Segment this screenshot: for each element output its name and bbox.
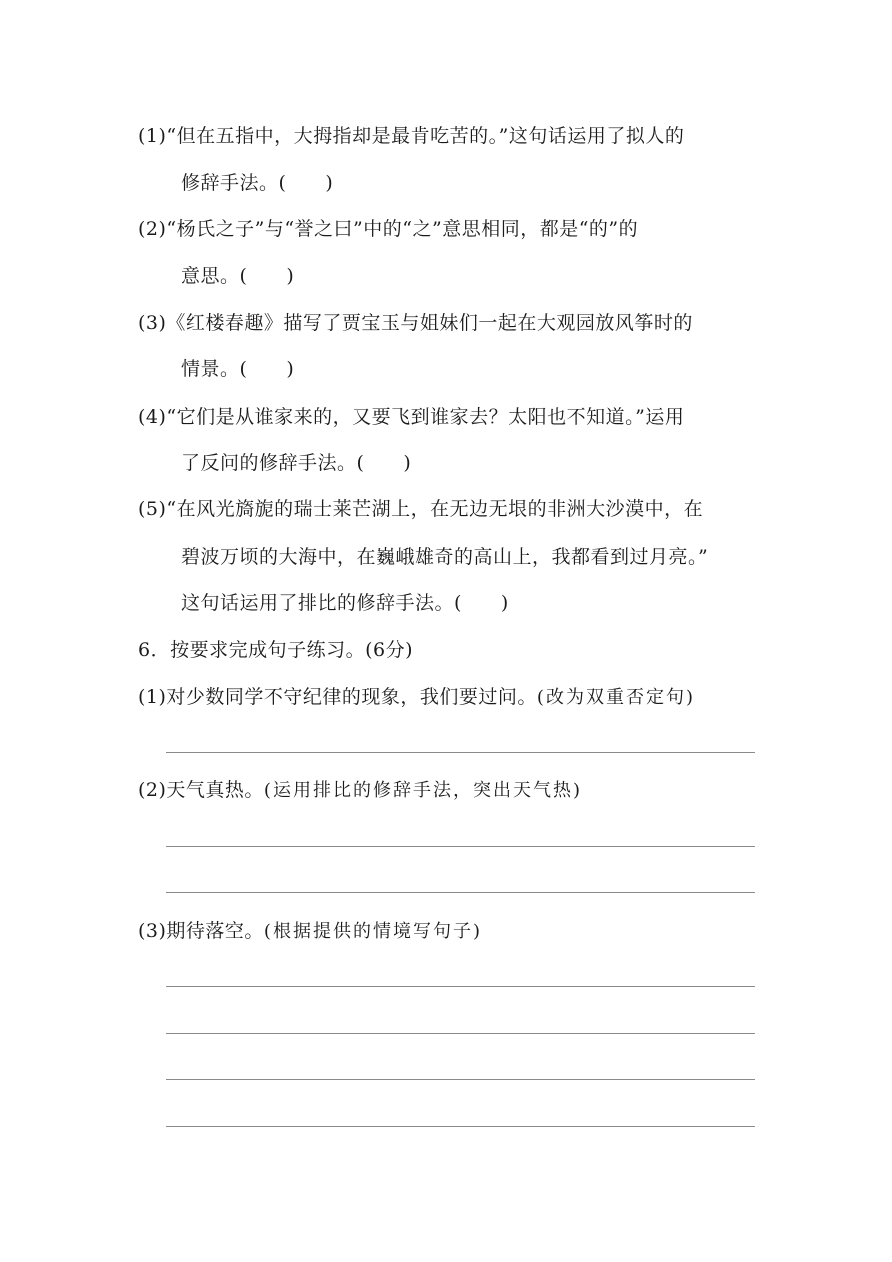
answer-line-2a[interactable]: [166, 846, 755, 847]
sentence-task-2: [138, 778, 582, 803]
sentence-task-2-hint: (运用排比的修辞手法，突出天气热): [263, 780, 582, 801]
tf-item-5-line-1: (5)“在风光旖旎的瑞士莱芒湖上，在无边无垠的非洲大沙漠中，在: [138, 498, 704, 520]
tf-item-4-line-1: (4)“它们是从谁家来的，又要飞到谁家去？太阳也不知道。”运用: [138, 406, 685, 428]
sentence-task-3: [138, 919, 482, 944]
tf-item-3-line-2: 情景。( ): [181, 358, 295, 380]
answer-line-3a[interactable]: [166, 986, 755, 987]
sentence-task-3-prompt: (3)期待落空。: [138, 920, 264, 942]
tf-item-1-line-1: (1)“但在五指中，大拇指却是最肯吃苦的。”这句话运用了拟人的: [138, 125, 685, 147]
sentence-task-1-prompt: (1)对少数同学不守纪律的现象，我们要过问。: [138, 686, 537, 708]
tf-item-5-line-3: 这句话运用了排比的修辞手法。( ): [181, 592, 509, 614]
answer-line-3c[interactable]: [166, 1079, 755, 1080]
answer-line-1[interactable]: [166, 752, 755, 753]
sentence-task-3-hint: (根据提供的情境写句子): [263, 921, 482, 942]
sentence-task-2-prompt: (2)天气真热。: [138, 779, 264, 801]
tf-item-2-line-2: 意思。( ): [181, 265, 295, 287]
sentence-task-1: [138, 685, 695, 710]
tf-item-3-line-1: (3)《红楼春趣》描写了贾宝玉与姐妹们一起在大观园放风筝时的: [138, 312, 693, 334]
sentence-task-1-hint: (改为双重否定句): [536, 687, 695, 708]
tf-item-1-line-2: 修辞手法。( ): [181, 172, 334, 194]
tf-item-2-line-1: (2)“杨氏之子”与“誉之曰”中的“之”意思相同，都是“的”的: [138, 218, 639, 240]
answer-line-3d[interactable]: [166, 1126, 755, 1127]
tf-item-5-line-2: 碧波万顷的大海中，在巍峨雄奇的高山上，我都看到过月亮。”: [181, 546, 709, 568]
tf-item-4-line-2: 了反问的修辞手法。( ): [181, 452, 412, 474]
answer-line-2b[interactable]: [166, 892, 755, 893]
answer-line-3b[interactable]: [166, 1033, 755, 1034]
section-6-heading: 6．按要求完成句子练习。(6分): [138, 639, 414, 661]
